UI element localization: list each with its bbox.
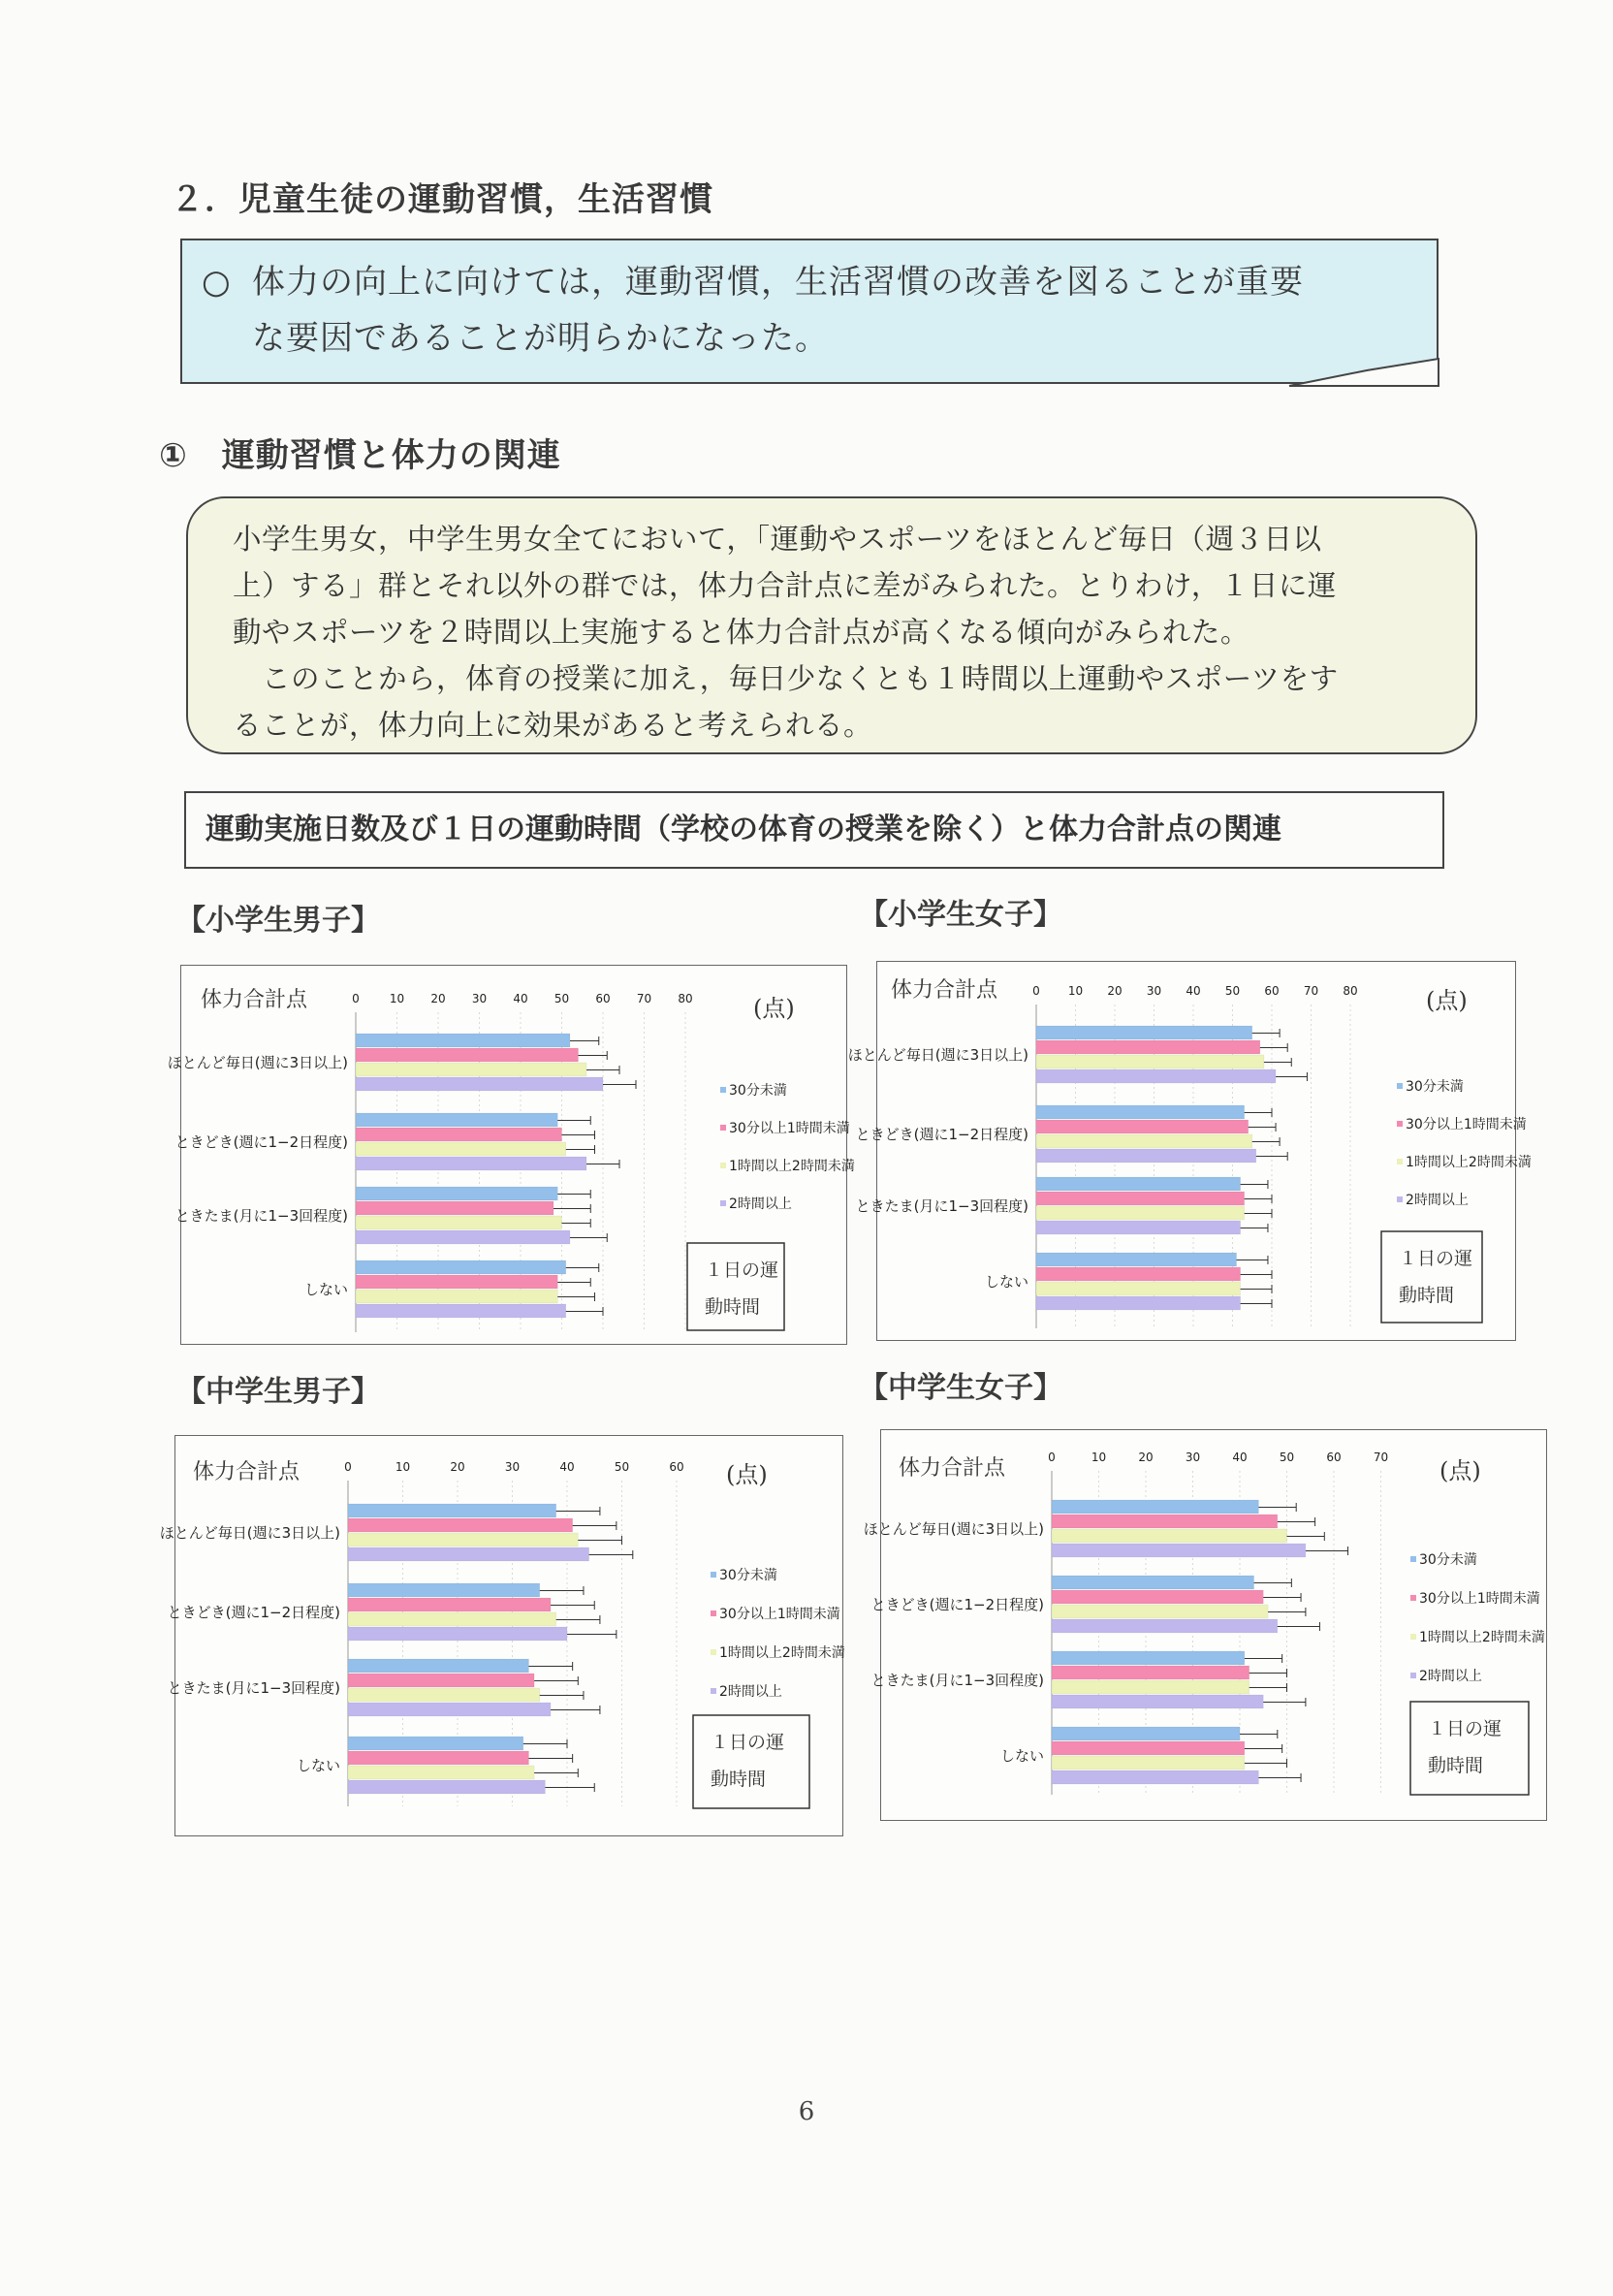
legend-label: 30分以上1時間未満 [1419,1591,1540,1607]
legend-label: 30分未満 [1419,1552,1477,1568]
tick-label: 60 [669,1460,684,1474]
chart-elem-boys [167,966,855,1346]
legend-title-box [1381,1231,1482,1323]
bar [1052,1500,1258,1514]
bar [1036,1120,1249,1133]
legend-label: 2時間以上 [1419,1669,1482,1684]
legend-label: 30分未満 [1406,1079,1464,1095]
legend-label: 2時間以上 [719,1684,782,1700]
bar [1036,1253,1237,1266]
folded-corner-icon [1280,349,1444,390]
tick-label: 10 [389,992,405,1005]
bar [356,1113,557,1127]
bar [1052,1619,1278,1633]
legend-swatch [720,1087,726,1093]
category-label: しない [999,1747,1044,1765]
summary-line-2: な要因であることが明らかになった。 [252,319,829,358]
chart-frame-jh-girls [863,1429,1547,1821]
unit-label: (点) [1426,987,1468,1014]
bar [348,1518,573,1532]
bar [1052,1515,1278,1528]
bar [356,1128,562,1141]
tick-label: 80 [678,992,693,1005]
bar [1036,1040,1260,1054]
category-label: ときたま(月に1−3回程度) [870,1672,1044,1689]
legend-title-box [693,1715,809,1808]
bar [356,1260,566,1274]
legend-title-line-1: １日の運 [1399,1248,1473,1269]
tick-label: 50 [1224,984,1241,998]
bar [1036,1192,1245,1205]
legend-label: 30分未満 [719,1568,777,1583]
summary-line-1 [202,254,1417,310]
tick-label: 0 [1032,984,1040,998]
subsection-heading: ① 運動習慣と体力の関連 [159,436,561,475]
section-heading: ２．児童生徒の運動習慣，生活習慣 [171,180,713,219]
panel-title-elem-girls: 【小学生女子】 [859,898,1062,932]
bar [356,1048,579,1062]
unit-label: (点) [753,995,795,1022]
bar [1052,1770,1258,1784]
bar [1036,1221,1241,1234]
legend-swatch [720,1125,726,1131]
panel-title-elem-boys: 【小学生男子】 [176,904,380,938]
chart-elem-girls [847,962,1532,1342]
legend-swatch [711,1572,716,1578]
findings-line-4: このことから，体育の授業に加え，毎日少なくとも１時間以上運動やスポーツをす [233,662,1339,695]
bar [348,1504,556,1517]
bar [356,1230,570,1244]
tick-label: 30 [471,992,488,1005]
legend-label: 30分以上1時間未満 [719,1607,840,1622]
bar [1036,1149,1256,1163]
tick-label: 60 [1326,1451,1342,1464]
bar [348,1627,567,1641]
tick-label: 10 [1091,1451,1107,1464]
legend-title-line-1: １日の運 [711,1732,785,1753]
chart-frame-elem-boys [167,965,855,1345]
bar [348,1737,523,1750]
findings-line-1: 小学生男女，中学生男女全てにおいて，「運動やスポーツをほとんど毎日（週３日以 [233,523,1322,556]
tick-label: 0 [1048,1451,1056,1464]
bar [348,1659,528,1673]
legend-title-line-1: １日の運 [1428,1718,1502,1739]
legend-title-line-2: 動時間 [711,1769,767,1790]
category-label: ときどき(週に1−2日程度) [174,1133,348,1151]
category-label: ほとんど毎日(週に3日以上) [863,1520,1044,1538]
legend-label: 1時間以上2時間未満 [729,1159,855,1174]
tick-label: 40 [513,992,528,1005]
bar [1052,1680,1249,1694]
legend-label: 2時間以上 [729,1196,792,1212]
summary-box [180,239,1439,384]
legend-title-box [1410,1702,1529,1795]
tick-label: 10 [395,1460,411,1474]
bar [356,1201,553,1215]
bar [1036,1206,1245,1220]
bar [1052,1695,1263,1708]
tick-label: 60 [595,992,611,1005]
chart-jh-boys [159,1436,845,1837]
tick-label: 30 [1146,984,1162,998]
legend-title-line-2: 動時間 [1428,1755,1484,1776]
panel-title-jh-boys: 【中学生男子】 [176,1375,380,1409]
unit-label: (点) [1439,1457,1481,1484]
bar [348,1612,556,1626]
tick-label: 80 [1343,984,1358,998]
unit-label: (点) [726,1461,768,1488]
bar [356,1157,586,1170]
bar [1036,1282,1241,1295]
bar [1036,1026,1252,1039]
panel-title-jh-girls: 【中学生女子】 [859,1371,1062,1405]
chart-caption: 運動実施日数及び１日の運動時間（学校の体育の授業を除く）と体力合計点の関連 [184,791,1444,869]
category-label: しない [984,1273,1028,1291]
legend-label: 1時間以上2時間未満 [1406,1155,1532,1170]
legend-label: 30分以上1時間未満 [729,1121,850,1136]
tick-label: 50 [614,1460,630,1474]
category-label: しない [296,1757,340,1774]
bar [348,1751,528,1765]
tick-label: 60 [1264,984,1280,998]
legend-swatch [711,1610,716,1616]
tick-label: 70 [636,992,652,1005]
tick-label: 50 [553,992,570,1005]
bar [356,1290,557,1303]
bar [1036,1105,1245,1119]
category-label: ときたま(月に1−3回程度) [174,1207,348,1225]
category-label: ほとんど毎日(週に3日以上) [167,1054,348,1071]
findings-line-3: 動やスポーツを２時間以上実施すると体力合計点が高くなる傾向がみられた。 [233,616,1249,649]
axis-title: 体力合計点 [891,978,998,1003]
bar [356,1275,557,1289]
legend-swatch [1410,1595,1416,1601]
tick-label: 50 [1279,1451,1295,1464]
bar [348,1533,578,1547]
legend-swatch [1397,1121,1403,1127]
tick-label: 20 [430,992,446,1005]
tick-label: 40 [1186,984,1201,998]
legend-swatch [720,1200,726,1206]
bar [1036,1134,1252,1148]
legend-swatch [1397,1083,1403,1089]
bar [1052,1529,1287,1543]
bar [356,1034,570,1047]
category-label: しない [303,1281,348,1298]
bar [1052,1666,1249,1679]
bar [348,1583,540,1597]
bar [1052,1651,1245,1665]
findings-box [186,496,1477,754]
bar [1052,1544,1306,1557]
chart-frame-elem-girls [847,961,1532,1341]
tick-label: 20 [450,1460,465,1474]
bar [356,1187,557,1200]
category-label: ときどき(週に1−2日程度) [855,1126,1028,1143]
bar [1052,1756,1245,1770]
bar [348,1780,545,1794]
legend-title-line-1: １日の運 [705,1260,779,1281]
legend-swatch [1397,1196,1403,1202]
tick-label: 40 [1232,1451,1248,1464]
bar [348,1598,551,1611]
category-label: ほとんど毎日(週に3日以上) [159,1524,340,1542]
tick-label: 70 [1373,1451,1389,1464]
legend-swatch [711,1688,716,1694]
legend-swatch [711,1649,716,1655]
chart-jh-girls [863,1430,1548,1822]
bar [356,1063,586,1076]
bar [356,1216,562,1229]
tick-label: 30 [1185,1451,1201,1464]
legend-swatch [1410,1556,1416,1562]
bar [348,1674,534,1687]
legend-swatch [720,1163,726,1168]
category-label: ときたま(月に1−3回程度) [167,1679,340,1697]
legend-label: 1時間以上2時間未満 [719,1645,845,1661]
bar [1036,1069,1276,1083]
bar [356,1304,566,1318]
bar [1052,1576,1254,1589]
tick-label: 20 [1138,1451,1154,1464]
tick-label: 20 [1107,984,1123,998]
bar [1036,1267,1241,1281]
legend-label: 30分以上1時間未満 [1406,1117,1527,1132]
bar [1036,1177,1241,1191]
bar [348,1766,534,1779]
legend-title-line-2: 動時間 [1399,1285,1455,1306]
legend-label: 1時間以上2時間未満 [1419,1630,1545,1645]
bar [1052,1727,1240,1740]
tick-label: 0 [352,992,360,1005]
bar [1036,1055,1264,1068]
bar [348,1688,540,1702]
summary-circle-mark: ○ [202,263,232,302]
legend-swatch [1397,1159,1403,1164]
bar [1052,1590,1263,1604]
axis-title: 体力合計点 [193,1460,300,1484]
tick-label: 10 [1067,984,1084,998]
legend-swatch [1410,1673,1416,1678]
summary-text-1: 体力の向上に向けては，運動習慣，生活習慣の改善を図ることが重要 [252,263,1304,302]
bar [1052,1741,1245,1755]
bar [1036,1296,1241,1310]
findings-line-5: ることが，体力向上に効果があると考えられる。 [233,709,873,742]
legend-swatch [1410,1634,1416,1640]
tick-label: 40 [559,1460,575,1474]
tick-label: 70 [1303,984,1319,998]
legend-title-line-2: 動時間 [705,1296,761,1318]
category-label: ほとんど毎日(週に3日以上) [847,1046,1028,1064]
bar [356,1142,566,1156]
tick-label: 0 [344,1460,352,1474]
axis-title: 体力合計点 [201,988,308,1012]
chart-frame-jh-boys [159,1435,845,1836]
bar [356,1077,603,1091]
bar [1052,1605,1268,1618]
legend-label: 2時間以上 [1406,1193,1469,1208]
page-number: 6 [798,2097,815,2126]
category-label: ときどき(週に1−2日程度) [167,1604,340,1621]
axis-title: 体力合計点 [899,1456,1006,1481]
tick-label: 30 [504,1460,521,1474]
category-label: ときどき(週に1−2日程度) [870,1596,1044,1613]
bar [348,1547,589,1561]
bar [348,1703,551,1716]
legend-label: 30分未満 [729,1083,787,1099]
category-label: ときたま(月に1−3回程度) [855,1197,1028,1215]
findings-line-2: 上）する」群とそれ以外の群では，体力合計点に差がみられた。とりわけ，１日に運 [233,569,1337,602]
